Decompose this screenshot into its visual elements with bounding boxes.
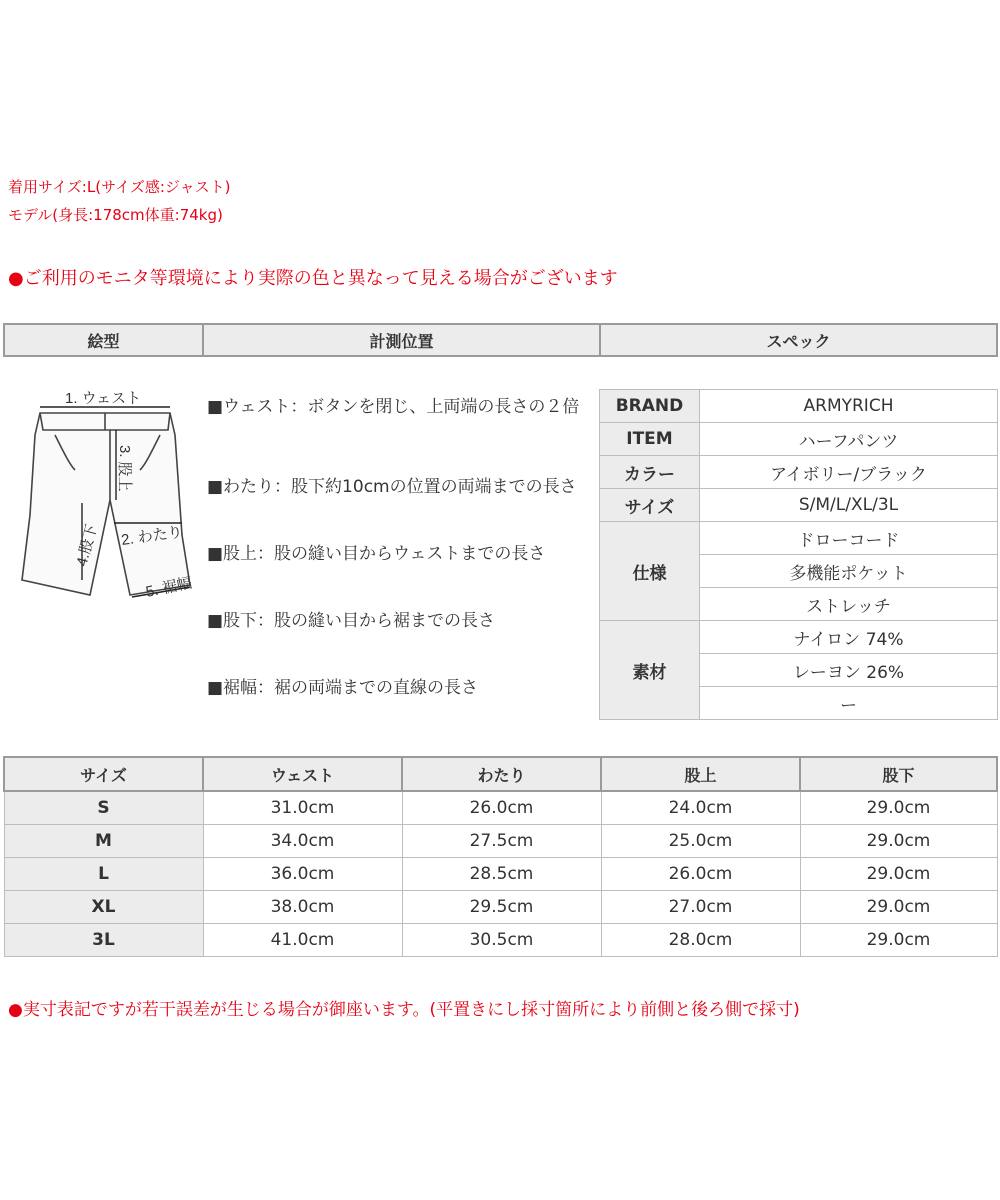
spec-value: ハーフパンツ — [700, 423, 998, 456]
size-cell: 26.0cm — [402, 791, 601, 824]
spec-row-size — [600, 489, 998, 522]
size-cell: 29.0cm — [800, 824, 997, 857]
model-body-line: モデル(身長:178cm体重:74kg) — [8, 206, 223, 224]
size-cell: 28.0cm — [601, 923, 800, 956]
spec-key: 素材 — [600, 621, 700, 720]
diagram-label-thigh: 2. わたり — [120, 523, 184, 549]
size-table — [3, 756, 998, 957]
desc-hem: ■裾幅：裾の両端までの直線の長さ — [207, 678, 479, 698]
size-label: S — [4, 791, 203, 824]
spec-row-brand — [600, 390, 998, 423]
spec-value: アイボリー/ブラック — [700, 456, 998, 489]
spec-row-features — [600, 522, 998, 555]
spec-key: BRAND — [600, 390, 700, 423]
size-label: M — [4, 824, 203, 857]
spec-value: ARMYRICH — [700, 390, 998, 423]
table-row — [4, 923, 997, 956]
spec-value: ー — [700, 687, 998, 720]
size-cell: 31.0cm — [203, 791, 402, 824]
size-cell: 29.0cm — [800, 923, 997, 956]
diagram-label-inseam: 4.股下 — [73, 522, 101, 569]
header-measure: 計測位置 — [203, 324, 600, 356]
header-spec: スペック — [600, 324, 997, 356]
spec-value: 多機能ポケット — [700, 555, 998, 588]
size-header-cell: ウェスト — [203, 757, 402, 791]
size-cell: 41.0cm — [203, 923, 402, 956]
table-row — [4, 857, 997, 890]
size-cell: 29.0cm — [800, 857, 997, 890]
size-header-cell: 股上 — [601, 757, 800, 791]
size-cell: 27.5cm — [402, 824, 601, 857]
spec-value: レーヨン 26% — [700, 654, 998, 687]
size-cell: 36.0cm — [203, 857, 402, 890]
desc-thigh: ■わたり：股下約10cmの位置の両端までの長さ — [207, 477, 577, 497]
spec-row-material — [600, 621, 998, 654]
size-label: L — [4, 857, 203, 890]
size-header-cell: 股下 — [800, 757, 997, 791]
size-label: 3L — [4, 923, 203, 956]
size-cell: 28.5cm — [402, 857, 601, 890]
measurement-notice: ●実寸表記ですが若干誤差が生じる場合が御座います。(平置きにし採寸箇所により前側と後ろ側で採寸) — [8, 1000, 800, 1020]
table-row — [4, 824, 997, 857]
section-header — [3, 323, 998, 357]
table-row — [4, 890, 997, 923]
spec-value: S/M/L/XL/3L — [700, 489, 998, 522]
desc-inseam: ■股下：股の縫い目から裾までの長さ — [207, 611, 496, 631]
size-cell: 27.0cm — [601, 890, 800, 923]
model-size-line: 着用サイズ:L(サイズ感:ジャスト) — [8, 178, 231, 196]
diagram-label-hem: 5. 裾幅 — [144, 574, 194, 601]
spec-key: サイズ — [600, 489, 700, 522]
size-cell: 24.0cm — [601, 791, 800, 824]
desc-rise: ■股上：股の縫い目からウェストまでの長さ — [207, 544, 546, 564]
size-cell: 29.0cm — [800, 791, 997, 824]
spec-key: カラー — [600, 456, 700, 489]
size-cell: 25.0cm — [601, 824, 800, 857]
diagram-label-waist: 1. ウェスト — [65, 390, 142, 407]
size-cell: 34.0cm — [203, 824, 402, 857]
size-header-cell: わたり — [402, 757, 601, 791]
size-cell: 29.0cm — [800, 890, 997, 923]
size-header-cell: サイズ — [4, 757, 203, 791]
header-illustration: 絵型 — [4, 324, 203, 356]
size-table-header — [4, 757, 997, 791]
spec-row-color — [600, 456, 998, 489]
spec-value: ドローコード — [700, 522, 998, 555]
shorts-diagram — [10, 385, 200, 605]
desc-waist: ■ウェスト：ボタンを閉じ、上両端の長さの２倍 — [207, 397, 580, 417]
size-cell: 29.5cm — [402, 890, 601, 923]
size-label: XL — [4, 890, 203, 923]
spec-table — [599, 389, 998, 720]
size-cell: 26.0cm — [601, 857, 800, 890]
color-notice: ●ご利用のモニタ等環境により実際の色と異なって見える場合がございます — [8, 268, 618, 289]
spec-value: ナイロン 74% — [700, 621, 998, 654]
diagram-label-rise: 3. 股上 — [116, 445, 133, 492]
table-row — [4, 791, 997, 824]
spec-key: 仕様 — [600, 522, 700, 621]
size-cell: 30.5cm — [402, 923, 601, 956]
spec-row-item — [600, 423, 998, 456]
size-cell: 38.0cm — [203, 890, 402, 923]
spec-value: ストレッチ — [700, 588, 998, 621]
spec-key: ITEM — [600, 423, 700, 456]
